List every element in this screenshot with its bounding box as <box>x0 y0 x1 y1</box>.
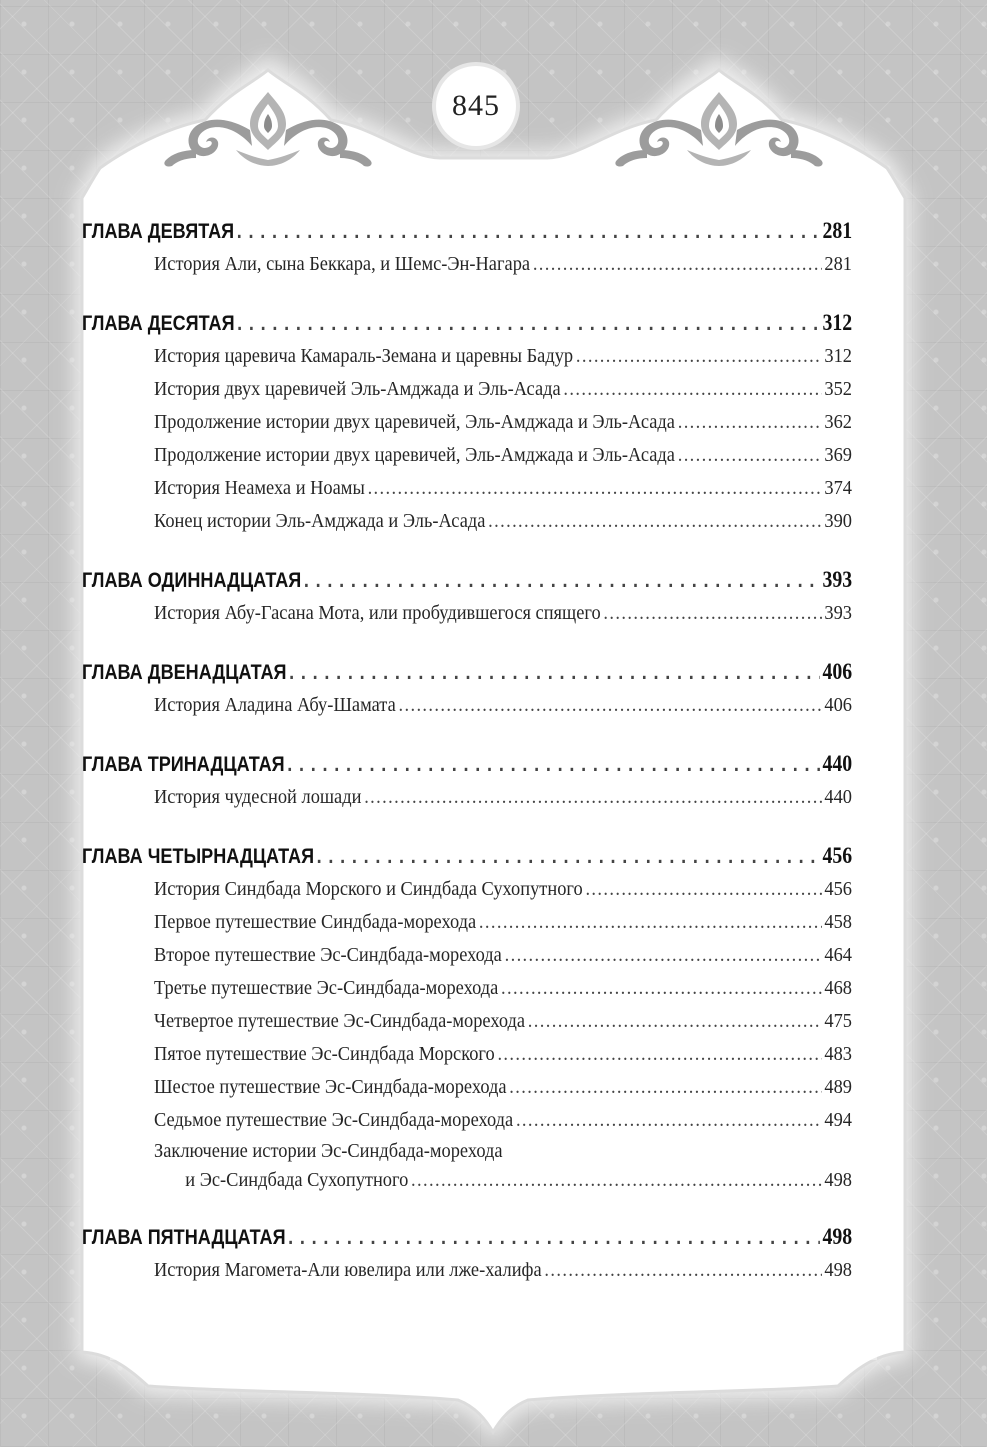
dot-leader <box>505 939 822 972</box>
dot-leader <box>317 840 820 874</box>
chapter-title: ГЛАВА ОДИННАДЦАТАЯ <box>82 569 302 592</box>
entry-title: История Али, сына Беккара, и Шемс-Эн-Нагара <box>154 253 531 275</box>
entry-title: Пятое путешествие Эс-Синдбада Морского <box>154 1043 495 1065</box>
entry-page: 498 <box>824 1259 852 1281</box>
entry-title: Седьмое путешествие Эс-Синдбада-морехода <box>154 1109 514 1131</box>
entry-page: 393 <box>824 602 852 624</box>
dot-leader <box>533 248 822 281</box>
toc-entry[interactable] <box>154 248 852 281</box>
toc-entry[interactable] <box>154 1104 852 1137</box>
toc-entry[interactable] <box>154 597 852 630</box>
toc-entry[interactable] <box>154 505 852 538</box>
toc-section <box>82 563 852 630</box>
entry-title: История Абу-Гасана Мота, или пробудившегося спящего <box>154 602 601 624</box>
entry-title-line1: Заключение истории Эс-Синдбада-морехода <box>154 1140 503 1162</box>
entry-title: Третье путешествие Эс-Синдбада-морехода <box>154 977 499 999</box>
toc-entry[interactable] <box>154 972 852 1005</box>
dot-leader <box>364 781 821 814</box>
toc-entry[interactable] <box>154 406 852 439</box>
toc-entry[interactable] <box>154 340 852 373</box>
dot-leader <box>479 906 822 939</box>
chapter-title: ГЛАВА ПЯТНАДЦАТАЯ <box>82 1226 286 1249</box>
entry-page: 369 <box>824 444 852 466</box>
toc-entry[interactable] <box>154 439 852 472</box>
chapter-page: 456 <box>822 843 853 868</box>
chapter-heading[interactable] <box>82 747 852 781</box>
toc-entry[interactable] <box>154 1071 852 1104</box>
entry-page: 312 <box>824 345 852 367</box>
entry-page: 475 <box>824 1010 852 1032</box>
toc-entry[interactable] <box>154 781 852 814</box>
entry-page: 362 <box>824 411 852 433</box>
entry-page: 390 <box>824 510 852 532</box>
toc-section <box>82 214 852 281</box>
dot-leader <box>368 472 822 505</box>
dot-leader <box>399 689 822 722</box>
chapter-page: 393 <box>822 567 853 592</box>
toc-entry[interactable] <box>154 906 852 939</box>
chapter-page: 406 <box>822 659 853 684</box>
dot-leader <box>544 1254 821 1287</box>
chapter-title: ГЛАВА ТРИНАДЦАТАЯ <box>82 753 285 776</box>
dot-leader <box>563 373 821 406</box>
dot-leader <box>678 406 822 439</box>
toc-entry[interactable] <box>154 1005 852 1038</box>
dot-leader <box>488 505 821 538</box>
toc-entry[interactable] <box>154 1254 852 1287</box>
entry-page: 498 <box>824 1169 852 1191</box>
toc-entry[interactable] <box>154 472 852 505</box>
dot-leader <box>289 656 820 690</box>
dot-leader <box>237 215 820 249</box>
entry-title: История Аладина Абу-Шамата <box>154 694 396 716</box>
dot-leader <box>304 564 820 598</box>
entry-title: Конец истории Эль-Амджада и Эль-Асада <box>154 510 486 532</box>
toc-entry[interactable] <box>154 373 852 406</box>
chapter-page: 281 <box>822 218 853 243</box>
chapter-page: 440 <box>822 751 853 776</box>
chapter-page: 312 <box>822 310 853 335</box>
dot-leader <box>585 873 821 906</box>
dot-leader <box>411 1165 822 1195</box>
entry-page: 464 <box>824 944 852 966</box>
entry-title: Первое путешествие Синдбада-морехода <box>154 911 477 933</box>
toc-section <box>82 655 852 722</box>
chapter-title: ГЛАВА ЧЕТЫРНАДЦАТАЯ <box>82 845 315 868</box>
entry-page: 458 <box>824 911 852 933</box>
dot-leader <box>516 1104 822 1137</box>
chapter-heading[interactable] <box>82 563 852 597</box>
entry-title-line2: и Эс-Синдбада Сухопутного <box>185 1169 409 1191</box>
entry-page: 374 <box>824 477 852 499</box>
toc-entry[interactable] <box>154 873 852 906</box>
chapter-title: ГЛАВА ДЕСЯТАЯ <box>82 312 235 335</box>
entry-page: 468 <box>824 977 852 999</box>
dot-leader <box>509 1071 821 1104</box>
toc-section <box>82 839 852 1195</box>
chapter-heading[interactable] <box>82 1220 852 1254</box>
toc-entry[interactable] <box>154 689 852 722</box>
entry-title: История Синдбада Морского и Синдбада Сухопутного <box>154 878 583 900</box>
entry-title: Продолжение истории двух царевичей, Эль-Амджада и Эль-Асада <box>154 411 675 433</box>
chapter-title: ГЛАВА ДЕВЯТАЯ <box>82 220 235 243</box>
dot-leader <box>528 1005 822 1038</box>
toc-entry[interactable] <box>154 939 852 972</box>
entry-title: История чудесной лошади <box>154 786 362 808</box>
entry-title: Продолжение истории двух царевичей, Эль-Амджада и Эль-Асада <box>154 444 675 466</box>
entry-title: История Неамеха и Ноамы <box>154 477 365 499</box>
entry-title: Второе путешествие Эс-Синдбада-морехода <box>154 944 502 966</box>
entry-page: 483 <box>824 1043 852 1065</box>
chapter-page: 498 <box>822 1224 853 1249</box>
entry-page: 281 <box>824 253 852 275</box>
dot-leader <box>497 1038 821 1071</box>
toc-section <box>82 306 852 538</box>
entry-title: Шестое путешествие Эс-Синдбада-морехода <box>154 1076 507 1098</box>
chapter-heading[interactable] <box>82 655 852 689</box>
entry-title: История Магомета-Али ювелира или лже-халифа <box>154 1259 542 1281</box>
dot-leader <box>288 1221 820 1255</box>
page-number: 845 <box>436 66 516 146</box>
chapter-title: ГЛАВА ДВЕНАДЦАТАЯ <box>82 661 287 684</box>
entry-title: История двух царевичей Эль-Амджада и Эль-Асада <box>154 378 561 400</box>
dot-leader <box>603 597 821 630</box>
dot-leader <box>678 439 822 472</box>
entry-page: 456 <box>824 878 852 900</box>
entry-title: История царевича Камараль-Земана и царевны Бадур <box>154 345 574 367</box>
entry-page: 489 <box>824 1076 852 1098</box>
toc-entry-two-line[interactable] <box>154 1137 852 1195</box>
entry-page: 406 <box>824 694 852 716</box>
entry-page: 494 <box>824 1109 852 1131</box>
chapter-heading[interactable] <box>82 306 852 340</box>
toc-section <box>82 747 852 814</box>
entry-title: Четвертое путешествие Эс-Синдбада-морехода <box>154 1010 526 1032</box>
chapter-heading[interactable] <box>82 839 852 873</box>
dot-leader <box>287 748 820 782</box>
toc-section <box>82 1220 852 1287</box>
dot-leader <box>237 307 820 341</box>
toc-entry[interactable] <box>154 1038 852 1071</box>
entry-page: 352 <box>824 378 852 400</box>
table-of-contents <box>82 214 852 1287</box>
dot-leader <box>501 972 822 1005</box>
chapter-heading[interactable] <box>82 214 852 248</box>
dot-leader <box>576 340 822 373</box>
entry-page: 440 <box>824 786 852 808</box>
